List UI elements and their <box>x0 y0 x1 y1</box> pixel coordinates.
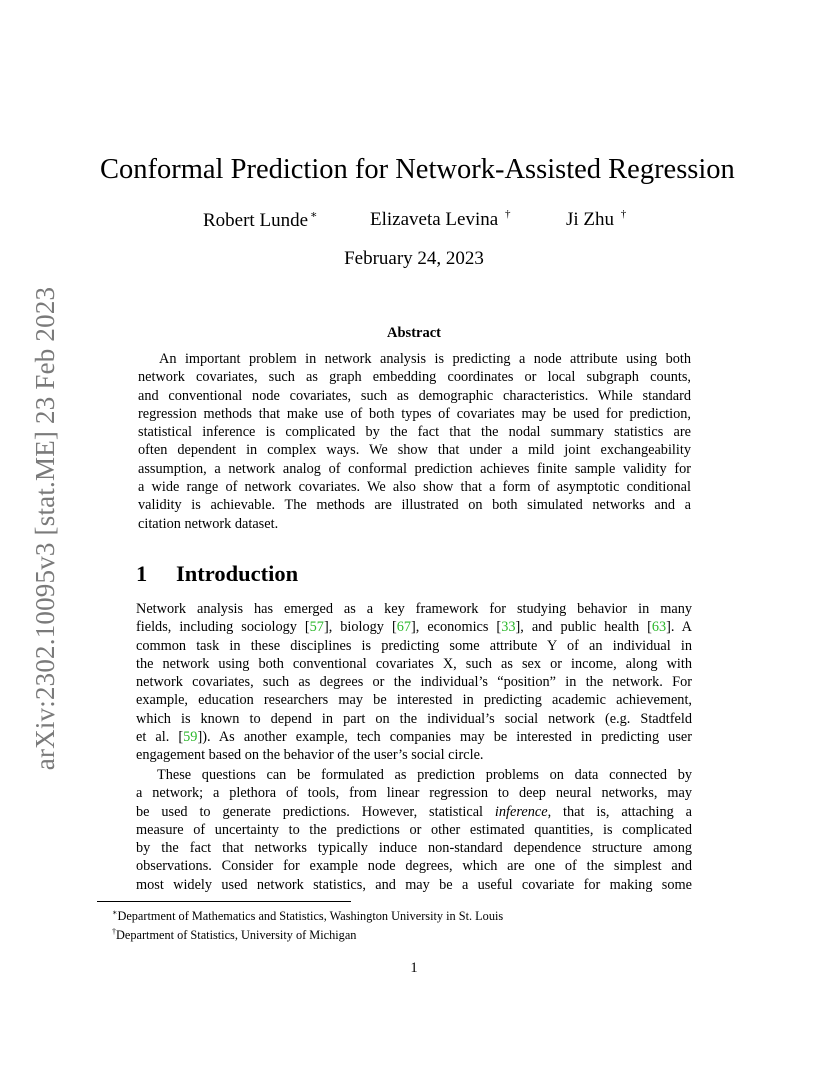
paper-title: Conformal Prediction for Network-Assisted Regression <box>100 154 735 185</box>
author-name: Ji Zhu <box>566 209 615 230</box>
intro-paragraph-2 <box>136 766 692 894</box>
abstract-line: regression methods that make use of both types of covariates may be used for prediction, <box>138 405 691 422</box>
body-line: Network analysis has emerged as a key framework for studying behavior in many <box>136 601 692 617</box>
author-footnote-mark: † <box>504 208 511 220</box>
abstract-line: validity is achievable. The methods are illustrated on both simulated networks and a <box>138 497 691 514</box>
abstract-line: statistical inference is complicated by the fact that the nodal summary statistics are <box>138 424 691 441</box>
footnote-text: Department of Statistics, University of Michigan <box>116 928 357 942</box>
body-line: common task in these disciplines is predicting some attribute Y of an individual in <box>136 637 692 654</box>
body-line: by the fact that networks typically induce non-standard dependence structure among <box>136 840 692 857</box>
section-number: 1 <box>136 561 148 586</box>
abstract-line: An important problem in network analysis is predicting a node attribute using both <box>159 351 691 367</box>
abstract-heading: Abstract <box>387 325 441 341</box>
footnote-text: Department of Mathematics and Statistics, Washington University in St. Louis <box>117 909 504 923</box>
footnote-mark: ∗ <box>112 908 118 917</box>
paper-date: February 24, 2023 <box>344 248 484 269</box>
footnote <box>112 905 712 924</box>
citation-link[interactable]: 57 <box>309 619 324 636</box>
citation-link[interactable]: 59 <box>183 729 198 746</box>
abstract-line: a wide range of network covariates. We also show that a form of asymptotic conditional <box>138 479 691 496</box>
body-line: fields, including sociology [57], biology [67], economics [33], and public health [63]. A <box>136 619 692 636</box>
section-title: Introduction <box>176 561 299 586</box>
abstract-line: assumption, a network analog of conformal prediction achieves finite sample validity for <box>138 460 691 477</box>
citation-link[interactable]: 67 <box>396 619 411 636</box>
page-number: 1 <box>410 960 418 976</box>
emphasis-inference: inference <box>494 803 548 820</box>
abstract-line: network covariates, such as graph embedding coordinates or local subgraph counts, <box>138 369 691 386</box>
footnote-divider <box>97 901 351 902</box>
author-2 <box>370 208 510 231</box>
body-line: most widely used network statistics, and may be a useful covariate for making some <box>136 876 692 893</box>
arxiv-identifier: arXiv:2302.10095v3 [stat.ME] 23 Feb 2023 <box>30 286 61 770</box>
abstract-line: often dependent in complex ways. We show that under a mild joint exchangeability <box>138 442 691 459</box>
author-3 <box>566 208 626 231</box>
body-line: observations. Consider for example node degrees, which are one of the simplest and <box>136 858 692 875</box>
author-list <box>0 208 828 234</box>
abstract-line: citation network dataset. <box>138 515 279 532</box>
body-line: measure of uncertainty to the predictions or other estimated quantities, is complicated <box>136 821 692 838</box>
body-line: network covariates, such as degrees or the individual’s “position” in the network. For <box>136 674 692 691</box>
citation-link[interactable]: 33 <box>501 619 516 636</box>
abstract-line: and conventional node covariates, such as demographic characteristics. While standard <box>138 387 691 404</box>
footnotes <box>112 905 712 943</box>
body-line: engagement based on the behavior of the user’s social circle. <box>136 747 484 764</box>
footnote <box>112 924 712 943</box>
body-line: which is known to depend in part on the individual’s social network (e.g. Stadtfeld <box>136 710 692 727</box>
abstract-body <box>138 350 691 533</box>
author-footnote-mark: † <box>620 208 627 220</box>
arxiv-sidebar <box>26 283 66 773</box>
citation-link[interactable]: 63 <box>651 619 667 636</box>
author-footnote-mark: ∗ <box>310 209 318 221</box>
section-heading-introduction <box>136 561 298 587</box>
author-name: Robert Lunde <box>203 210 309 231</box>
intro-paragraph-1 <box>136 600 692 765</box>
body-line: the network using both conventional covariates X, such as sex or income, along with <box>136 655 692 672</box>
author-1 <box>203 208 318 232</box>
author-name: Elizaveta Levina <box>370 209 499 230</box>
body-line: a network; a plethora of tools, from linear regression to deep neural networks, may <box>136 785 692 802</box>
body-line: et al. [59]). As another example, tech companies may be interested in predicting user <box>136 729 693 746</box>
body-line: These questions can be formulated as prediction problems on data connected by <box>157 767 692 783</box>
body-line: be used to generate predictions. However, statistical inference, that is, attaching a <box>136 803 692 820</box>
footnote-mark: † <box>112 927 116 936</box>
body-line: example, education researchers may be interested in predicting academic achievement, <box>136 692 692 709</box>
